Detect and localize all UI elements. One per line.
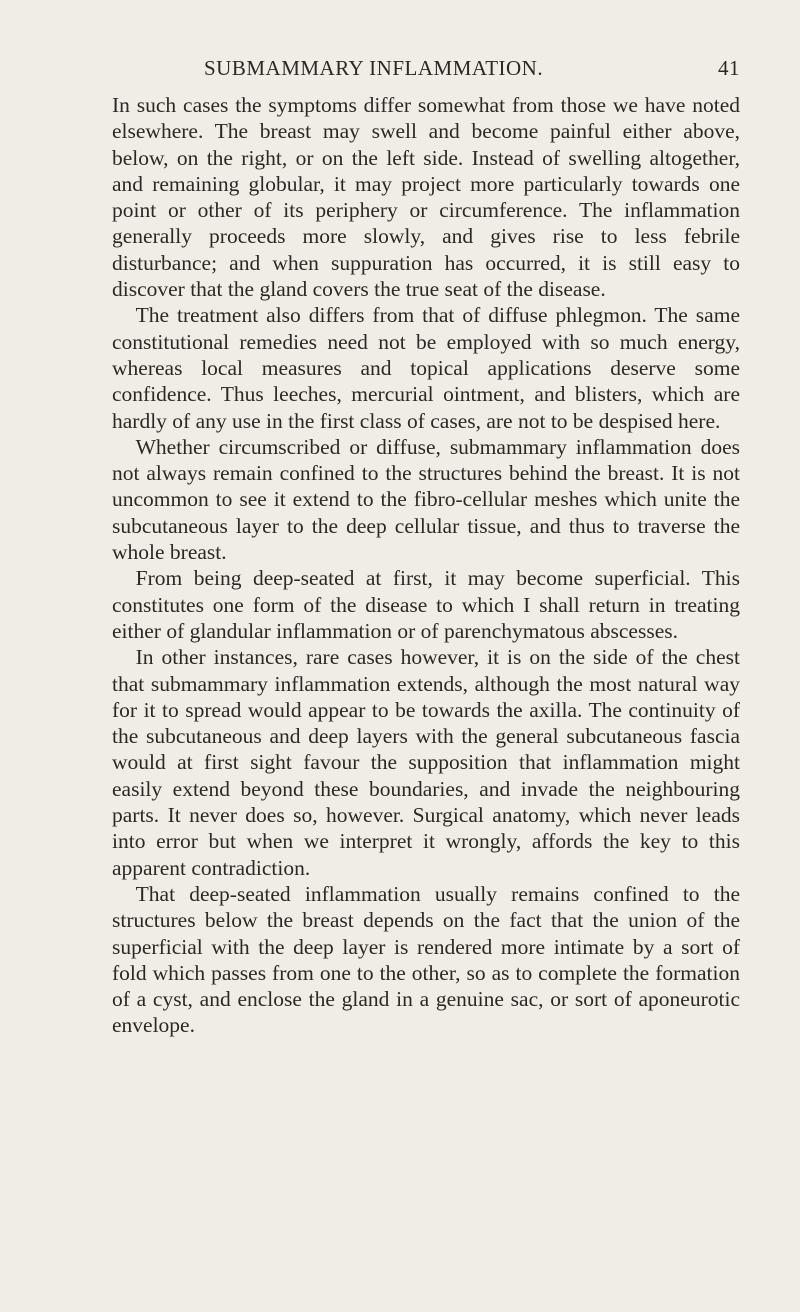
paragraph-confinement: That deep-seated inflammation usually remains confined to the structures below the breast depends on the fact that the union of the superficial with the deep layer is rendered more intimate by a sort of fold which passes from one to the other, so as to complete the formation of a cyst, and enclose the gland in a genuine sac, or sort of aponeurotic envelope. [112, 881, 740, 1038]
paragraph-symptoms: In such cases the symptoms differ somewhat from those we have noted elsewhere. The breast may swell and become painful either above, below, on the right, or on the left side. Instead of swelling altogether, and remaining globular, it may project more particularly towards one point or other of its periphery or circumference. The inflammation generally proceeds more slowly, and gives rise to less febrile disturbance; and when suppuration has occurred, it is still easy to discover that the gland covers the true seat of the disease. [112, 93, 740, 302]
body-text [112, 92, 740, 1039]
paragraph-superficial: From being deep-seated at first, it may become superficial. This constitutes one form of the disease to which I shall return in treating either of glandular inflammation or of parenchymatous abscesses. [112, 566, 740, 643]
paragraph-extension: Whether circumscribed or diffuse, submammary inflammation does not always remain confined to the structures behind the breast. It is not uncommon to see it extend to the fibro-cellular meshes which unite the subcutaneous layer to the deep cellular tissue, and thus to traverse the whole breast. [112, 434, 740, 565]
paragraph-chest-side: In other instances, rare cases however, it is on the side of the chest that submammary inflammation extends, although the most natural way for it to spread would appear to be towards the axilla. The continuity of the subcutaneous and deep layers with the general subcutaneous fascia would at first sight favour the supposition that inflammation might easily extend beyond these boundaries, and invade the neighbouring parts. It never does so, however. Surgical anatomy, which never leads into error but when we interpret it wrongly, affords the key to this apparent contradiction. [112, 645, 740, 880]
page-number: 41 [718, 56, 740, 80]
paragraph-treatment: The treatment also differs from that of diffuse phlegmon. The same constitutional remedies need not be employed with so much energy, whereas local measures and topical applications deserve some confidence. Thus leeches, mercurial ointment, and blisters, which are hardly of any use in the first class of cases, are not to be despised here. [112, 303, 740, 433]
running-title: SUBMAMMARY INFLAMMATION. [204, 56, 544, 80]
running-head [112, 56, 740, 86]
